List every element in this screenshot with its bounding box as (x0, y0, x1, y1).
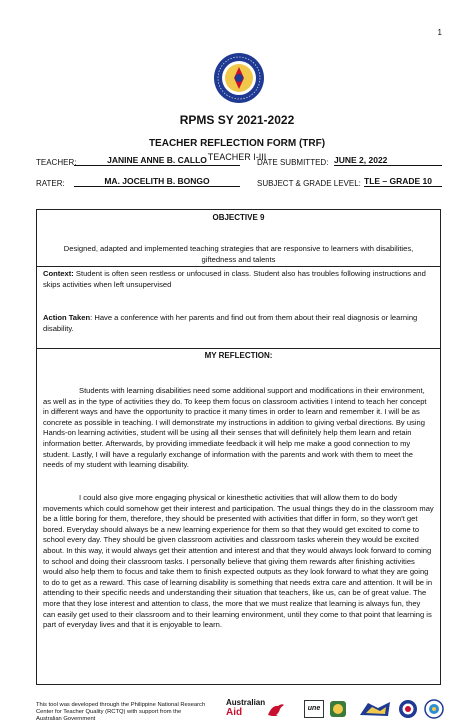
date-value: JUNE 2, 2022 (334, 155, 442, 166)
reflection-heading: MY REFLECTION: (204, 351, 273, 360)
teacher-value: JANINE ANNE B. CALLO (74, 155, 240, 166)
context-text: Student is often seen restless or unfocused in class. Student also has troubles following instructions and skips activities when left unsupervised (43, 269, 426, 289)
date-label: DATE SUBMITTED: (257, 158, 329, 167)
action-block (37, 313, 440, 334)
kangaroo-icon (266, 701, 286, 717)
seal-logo-icon (424, 699, 444, 719)
reflection-paragraph-2: I could also give more engaging physical or kinesthetic activities that will allow them to do body movements which could somehow get their interest and participation. The usual things they do in the classroom may be a little boring for them, therefore, they should be presented with activities that differ in form, so they won't get bored. Everyday should always be a new learning experience for them so that they would get excited to come to school every day. They should be given classroom activities and classroom tasks wherein they would be excited about. In this way, it would always get their attention and interest and that they would always look forward to coming to school and doing their classroom tasks. I personally believe that giving them rewards after finishing activities would also help them to focus and take them to finish expected outputs as they look forward to what they are going to do to get as a reward. This case of learning disability is something that needs extra care and attention. It will be in attending to their specific needs and understanding their situation that teachers, like us, can be of great value. The more that they lose interest and attention to class, the more that we must realize that learning is always fun, they can easily get used to their classroom and to their learning environment, until they come to that point that learning is part of everyday lives and that it is enjoyable to learn. (43, 493, 434, 630)
footer-note: This tool was developed through the Philippine National Research Center for Teacher Quality (RCTQ) with support from the Australian Government (36, 702, 206, 722)
teacher-label: TEACHER: (36, 158, 77, 167)
context-block (37, 269, 440, 290)
rater-label: RATER: (36, 179, 65, 188)
subject-value: TLE – GRADE 10 (364, 176, 442, 187)
page-number: 1 (437, 28, 442, 37)
deped-logo-icon (398, 699, 418, 719)
australian-logo-text: Australian (226, 698, 266, 707)
form-title: TEACHER REFLECTION FORM (TRF) (148, 138, 326, 149)
reflection-paragraph-1: Students with learning disabilities need some additional support and modifications in their environment, as well as in the type of activities they do. To keep them focus on classroom activities I intend to teach her concept in different ways and have the opportunity to practice it many times in order to learn and remember it. I will be as concrete as possible in teaching. I will demonstrate my instructions in addition to giving verbal directions. By using Hands-on learning activities, student will be using all their senses that will definitely help them learn and retain information better. Afterwards, by providing immediate feedback it will help me make a good connection to my student. Lastly, I will have a regularly exchange of information with the parents and work with them to meet the needs of my student with learning disability. (43, 386, 427, 470)
aid-logo-text: Aid (226, 707, 243, 718)
objective-heading: OBJECTIVE 9 (212, 213, 265, 222)
divider (37, 348, 440, 349)
australian-aid-logo (226, 698, 290, 720)
subject-label: SUBJECT & GRADE LEVEL: (257, 179, 361, 188)
page-title: RPMS SY 2021-2022 (179, 113, 295, 127)
deped-seal-icon (213, 52, 265, 104)
action-label: Action Taken (43, 313, 91, 322)
context-label: Context: (43, 269, 74, 278)
position-title: TEACHER I-III (207, 152, 267, 162)
rctq-logo-icon (329, 700, 347, 718)
une-logo: une (304, 700, 324, 718)
rater-value: MA. JOCELITH B. BONGO (74, 176, 240, 187)
partner-logo-icon (358, 699, 392, 719)
action-text: : Have a conference with her parents and find out from them about their real diagnosis or learning disability. (43, 313, 418, 333)
divider (37, 266, 440, 267)
reflection-table (36, 209, 441, 685)
objective-description: Designed, adapted and implemented teaching strategies that are responsive to learners with disabilities, giftedness and talents (63, 244, 414, 264)
